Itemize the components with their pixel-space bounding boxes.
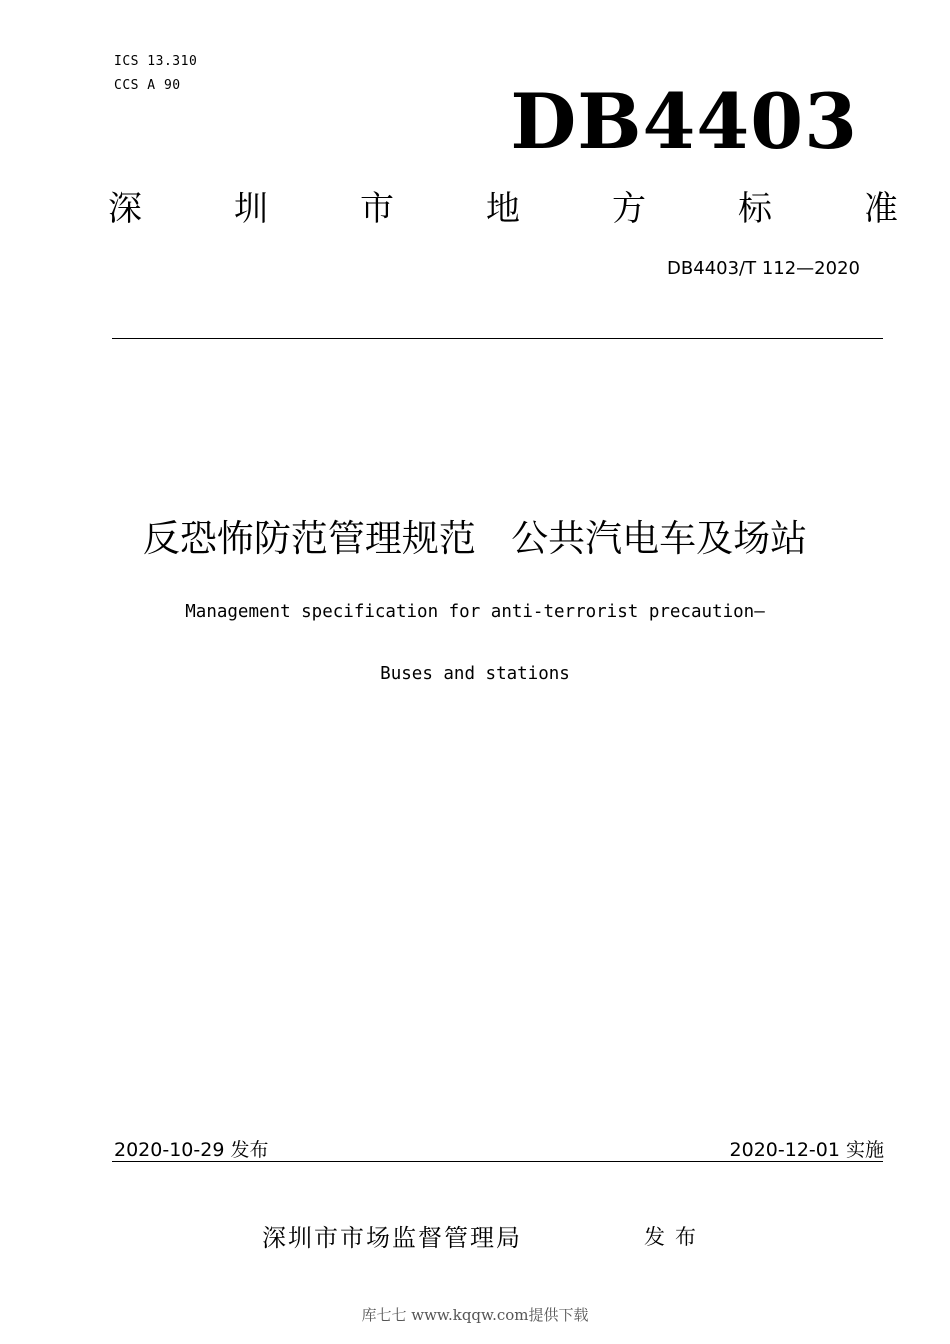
standard-type-char: 圳 <box>234 189 268 229</box>
issuing-authority: 深圳市市场监督管理局 <box>262 1224 522 1252</box>
standard-type-char: 地 <box>486 189 520 229</box>
standard-type-char: 准 <box>864 189 898 229</box>
document-title-english-line1: Management specification for anti-terrorist precaution— <box>185 602 765 622</box>
document-title-chinese: 反恐怖防范管理规范 公共汽电车及场站 <box>142 517 808 560</box>
header-divider <box>112 338 883 339</box>
implementation-date: 2020-12-01 实施 <box>729 1139 884 1161</box>
document-title-english-line2: Buses and stations <box>380 664 570 684</box>
download-watermark: 库七七 www.kqqw.com提供下载 <box>361 1306 589 1324</box>
ics-code: ICS 13.310 <box>114 54 198 69</box>
standard-type-char: 标 <box>738 189 772 229</box>
issue-label: 发布 <box>644 1225 706 1249</box>
footer-divider <box>112 1161 883 1162</box>
standard-type-char: 方 <box>612 189 646 229</box>
standard-type-char: 深 <box>108 189 142 229</box>
standard-type-heading <box>108 186 898 232</box>
standard-number: DB4403/T 112—2020 <box>667 258 860 279</box>
release-date: 2020-10-29 发布 <box>114 1139 269 1161</box>
classification-codes <box>114 50 197 98</box>
standard-type-char: 市 <box>360 189 394 229</box>
ccs-code: CCS A 90 <box>114 78 181 93</box>
standard-series-code: DB4403 <box>510 77 858 166</box>
